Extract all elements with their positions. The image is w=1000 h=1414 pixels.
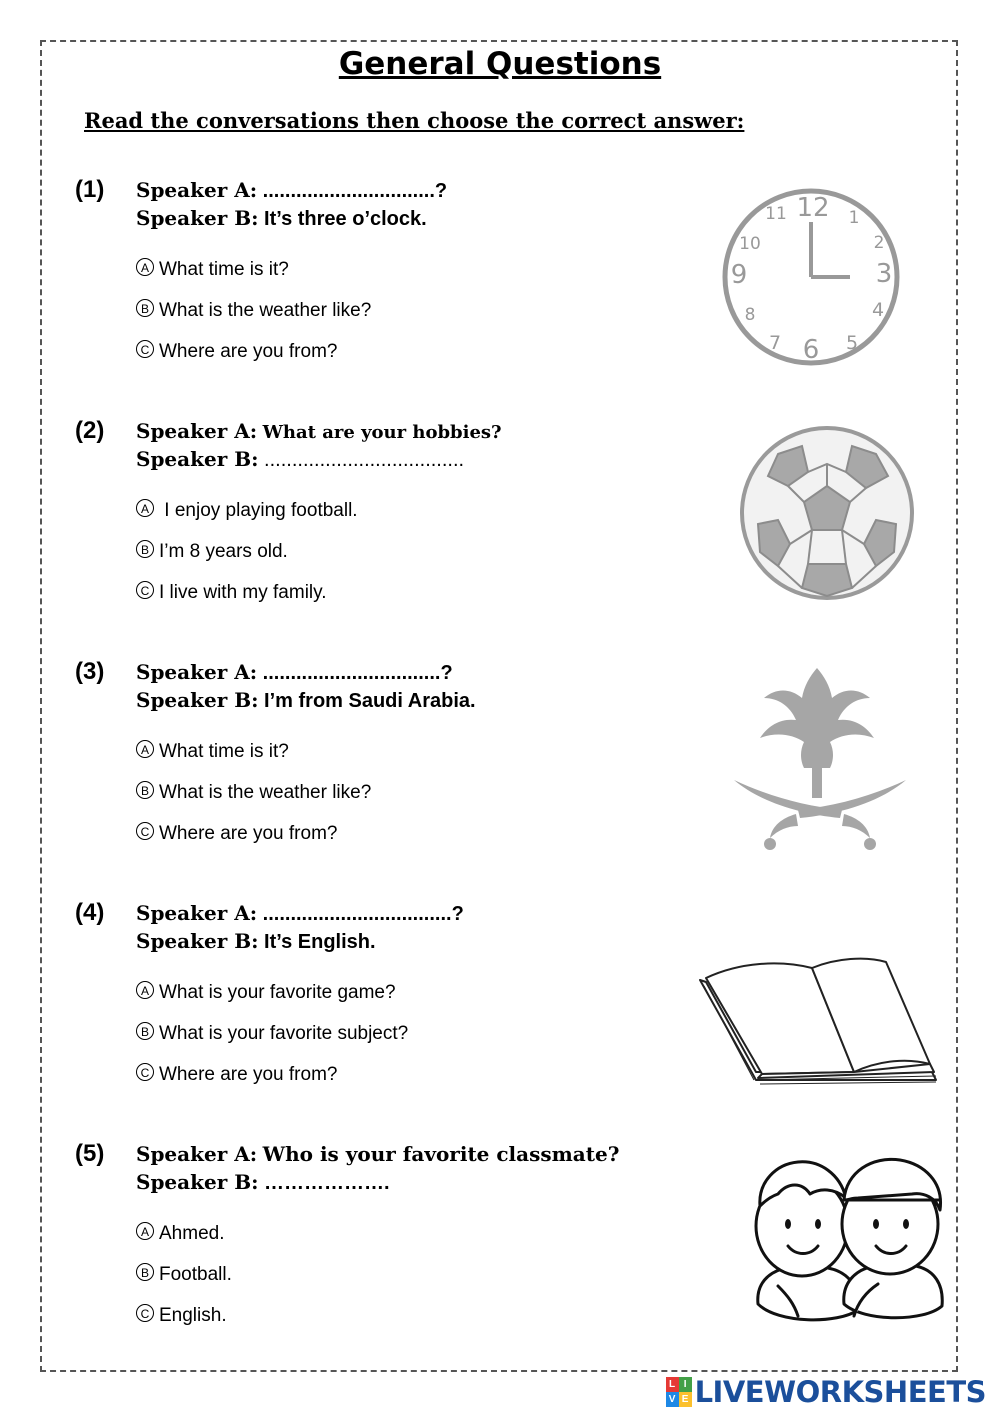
speaker-b-text: It’s three o’clock. [264,208,427,230]
option-letter: B [136,1022,154,1040]
speaker-b-text: It’s English. [264,931,376,953]
option-text: What is your favorite subject? [159,1023,409,1044]
option-text: Ahmed. [159,1223,225,1244]
option-letter: B [136,299,154,317]
option-text: Where are you from? [159,823,338,844]
speaker-a-text: Who is your favorite classmate? [262,1142,620,1166]
option-text: What is your favorite game? [159,982,396,1003]
svg-text:7: 7 [768,332,782,354]
logo-badge-letter: I [679,1377,692,1392]
liveworksheets-logo [666,1374,986,1410]
question-number: (1) [75,176,105,203]
option-letter: A [136,740,154,758]
speaker-a-label: Speaker A: [136,178,258,202]
option-text: I live with my family. [159,582,327,603]
speaker-b-label: Speaker B: [136,447,259,471]
option-text: I’m 8 years old. [159,541,288,562]
option-text: I enjoy playing football. [159,500,358,521]
option-a[interactable] [136,499,358,522]
svg-text:9: 9 [730,260,748,290]
option-text: English. [159,1305,227,1326]
option-c[interactable] [136,1304,227,1327]
speaker-b-line [136,447,464,472]
instructions: Read the conversations then choose the correct answer: [84,108,745,133]
option-a[interactable] [136,981,396,1004]
logo-text: LIVEWORKSHEETS [694,1375,986,1409]
speaker-a-text: ...............................? [262,180,448,202]
option-letter: C [136,340,154,358]
option-a[interactable] [136,1222,224,1245]
speaker-b-line [136,688,476,713]
option-letter: B [136,781,154,799]
option-c[interactable] [136,822,337,845]
svg-text:10: 10 [739,234,761,254]
speaker-b-label: Speaker B: [136,688,259,712]
speaker-a-text: What are your hobbies? [262,422,502,443]
speaker-b-label: Speaker B: [136,929,259,953]
option-text: What time is it? [159,259,289,280]
option-letter: C [136,1063,154,1081]
saudi-emblem-icon [730,668,910,858]
question-number: (4) [75,899,105,926]
option-letter: C [136,581,154,599]
option-a[interactable] [136,258,289,281]
speaker-a-label: Speaker A: [136,419,258,443]
speaker-a-text: ................................? [262,662,453,684]
book-icon [696,952,940,1090]
speaker-b-label: Speaker B: [136,206,259,230]
question-number: (3) [75,658,105,685]
option-letter: A [136,258,154,276]
option-letter: C [136,1304,154,1322]
question-number: (5) [75,1140,105,1167]
option-c[interactable] [136,581,327,604]
logo-badge-letter: E [679,1392,692,1407]
option-b[interactable] [136,540,288,563]
football-icon [738,424,916,602]
speaker-a-label: Speaker A: [136,1142,258,1166]
option-c[interactable] [136,340,337,363]
speaker-b-text: .................................... [264,449,465,471]
option-letter: C [136,822,154,840]
speaker-a-line [136,901,464,926]
option-c[interactable] [136,1063,337,1086]
option-a[interactable] [136,740,289,763]
speaker-a-line [136,419,502,444]
clock-icon [720,186,902,368]
speaker-b-label: Speaker B: [136,1170,259,1194]
two-boys-icon [748,1154,948,1330]
svg-text:5: 5 [845,332,859,354]
speaker-a-line [136,178,447,203]
option-letter: A [136,499,154,517]
option-text: What is the weather like? [159,300,372,321]
option-letter: B [136,540,154,558]
option-text: Where are you from? [159,1064,338,1085]
speaker-a-text: ..................................? [262,903,464,925]
speaker-b-text: ………………. [264,1172,390,1194]
svg-text:3: 3 [875,259,893,289]
option-text: Football. [159,1264,232,1285]
svg-text:8: 8 [744,305,756,325]
svg-text:2: 2 [873,233,885,253]
svg-text:4: 4 [871,299,885,321]
svg-text:11: 11 [765,204,787,224]
option-b[interactable] [136,781,371,804]
svg-text:12: 12 [796,193,830,223]
option-text: What time is it? [159,741,289,762]
speaker-b-line [136,1170,390,1195]
svg-text:1: 1 [848,208,860,228]
svg-text:6: 6 [802,335,820,365]
logo-badge-letter: L [666,1377,679,1392]
option-letter: A [136,981,154,999]
speaker-a-line [136,1142,619,1167]
option-text: What is the weather like? [159,782,372,803]
option-b[interactable] [136,1022,408,1045]
option-b[interactable] [136,299,371,322]
option-b[interactable] [136,1263,232,1286]
option-letter: A [136,1222,154,1240]
speaker-a-label: Speaker A: [136,660,258,684]
speaker-a-label: Speaker A: [136,901,258,925]
logo-badge-letter: V [666,1392,679,1407]
logo-badge-icon [666,1377,692,1407]
speaker-b-line [136,929,376,954]
option-text: Where are you from? [159,341,338,362]
question-number: (2) [75,417,105,444]
option-letter: B [136,1263,154,1281]
speaker-a-line [136,660,453,685]
speaker-b-text: I’m from Saudi Arabia. [264,690,476,712]
speaker-b-line [136,206,427,231]
page-title: General Questions [338,46,662,82]
